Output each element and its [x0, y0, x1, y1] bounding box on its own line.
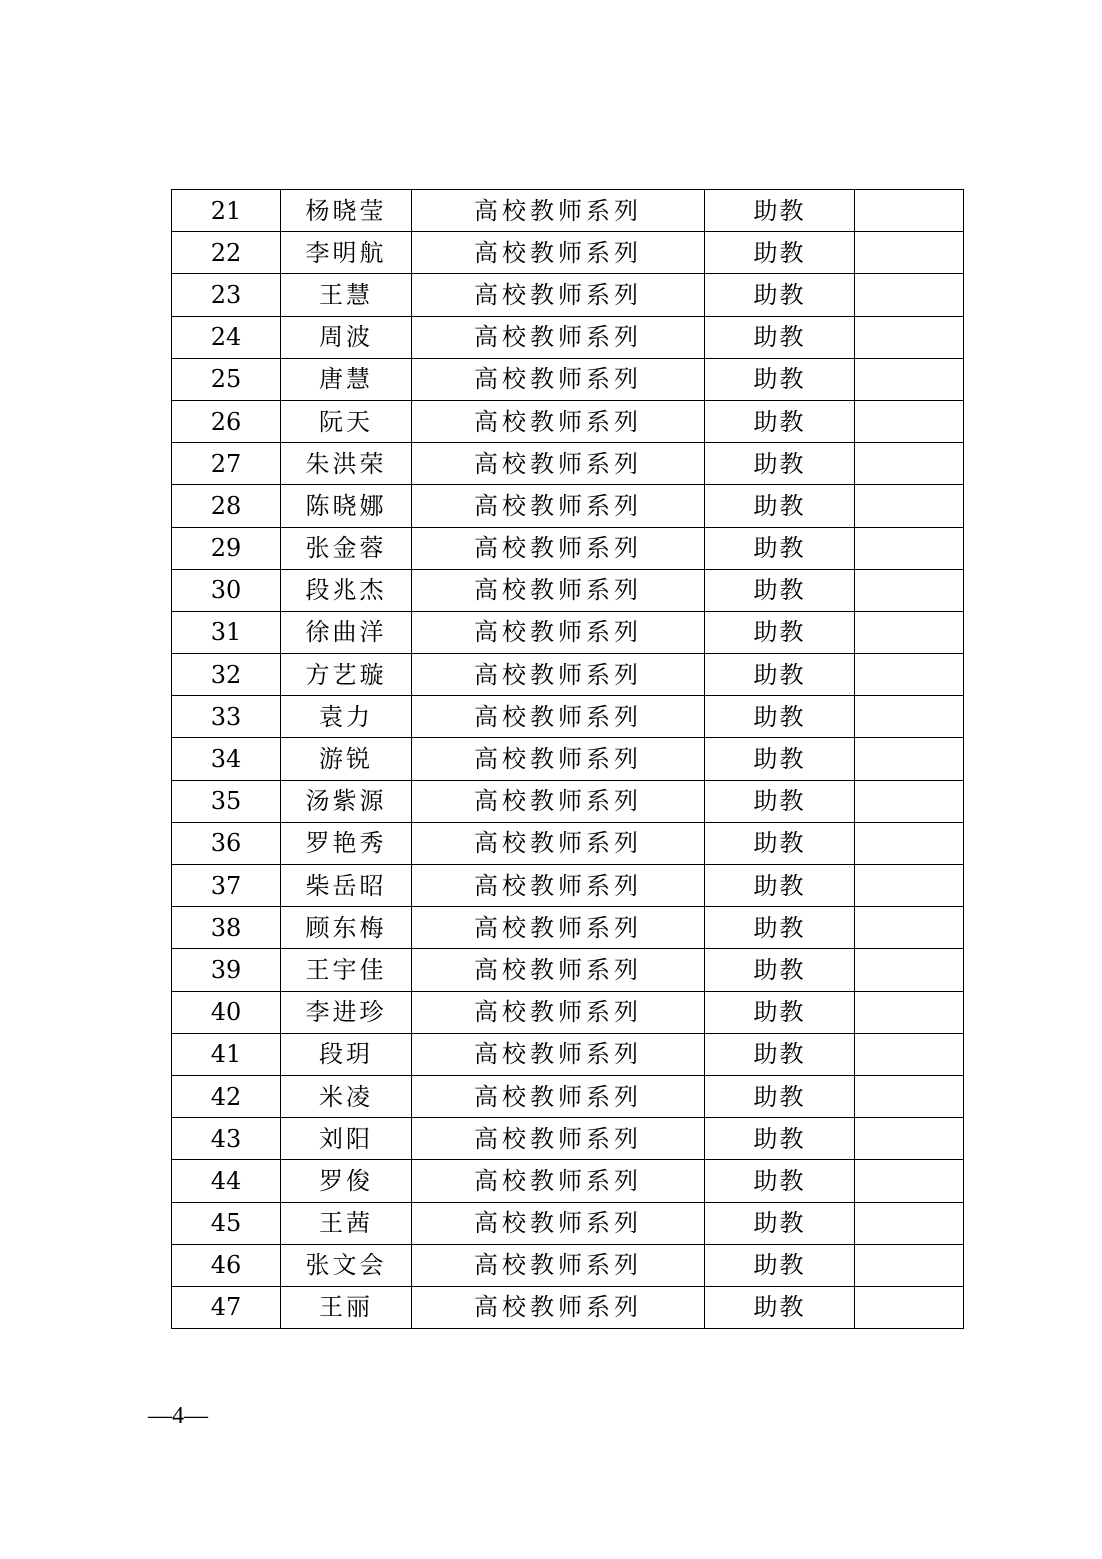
- table-row: [172, 485, 964, 527]
- row-number-cell: 28: [172, 485, 281, 527]
- row-number-cell: 35: [172, 780, 281, 822]
- series-cell: 高校教师系列: [412, 1118, 705, 1160]
- name-cell: 罗艳秀: [281, 822, 412, 864]
- title-cell: 助教: [705, 485, 855, 527]
- note-cell: [855, 1118, 964, 1160]
- note-cell: [855, 949, 964, 991]
- page-number: —4—: [148, 1403, 208, 1429]
- title-cell: 助教: [705, 1286, 855, 1328]
- note-cell: [855, 822, 964, 864]
- series-cell: 高校教师系列: [412, 907, 705, 949]
- row-number-cell: 24: [172, 316, 281, 358]
- table-row: [172, 527, 964, 569]
- table-row: [172, 738, 964, 780]
- note-cell: [855, 1033, 964, 1075]
- note-cell: [855, 1075, 964, 1117]
- name-cell: 段兆杰: [281, 569, 412, 611]
- row-number-cell: 26: [172, 400, 281, 442]
- series-cell: 高校教师系列: [412, 274, 705, 316]
- note-cell: [855, 358, 964, 400]
- note-cell: [855, 654, 964, 696]
- name-cell: 李进珍: [281, 991, 412, 1033]
- series-cell: 高校教师系列: [412, 358, 705, 400]
- row-number-cell: 37: [172, 865, 281, 907]
- row-number-cell: 22: [172, 232, 281, 274]
- title-cell: 助教: [705, 400, 855, 442]
- name-cell: 王宇佳: [281, 949, 412, 991]
- table-row: [172, 1202, 964, 1244]
- row-number-cell: 46: [172, 1244, 281, 1286]
- name-cell: 杨晓莹: [281, 190, 412, 232]
- series-cell: 高校教师系列: [412, 949, 705, 991]
- title-cell: 助教: [705, 1244, 855, 1286]
- table-row: [172, 991, 964, 1033]
- title-cell: 助教: [705, 1033, 855, 1075]
- note-cell: [855, 1202, 964, 1244]
- name-cell: 方艺璇: [281, 654, 412, 696]
- title-cell: 助教: [705, 822, 855, 864]
- row-number-cell: 44: [172, 1160, 281, 1202]
- series-cell: 高校教师系列: [412, 485, 705, 527]
- title-cell: 助教: [705, 696, 855, 738]
- name-cell: 陈晓娜: [281, 485, 412, 527]
- series-cell: 高校教师系列: [412, 316, 705, 358]
- name-cell: 朱洪荣: [281, 443, 412, 485]
- title-cell: 助教: [705, 949, 855, 991]
- name-cell: 汤紫源: [281, 780, 412, 822]
- row-number-cell: 39: [172, 949, 281, 991]
- note-cell: [855, 1286, 964, 1328]
- row-number-cell: 30: [172, 569, 281, 611]
- series-cell: 高校教师系列: [412, 190, 705, 232]
- series-cell: 高校教师系列: [412, 400, 705, 442]
- row-number-cell: 36: [172, 822, 281, 864]
- note-cell: [855, 485, 964, 527]
- table-row: [172, 569, 964, 611]
- title-cell: 助教: [705, 654, 855, 696]
- series-cell: 高校教师系列: [412, 738, 705, 780]
- table-row: [172, 400, 964, 442]
- row-number-cell: 34: [172, 738, 281, 780]
- row-number-cell: 33: [172, 696, 281, 738]
- series-cell: 高校教师系列: [412, 991, 705, 1033]
- title-cell: 助教: [705, 991, 855, 1033]
- table-row: [172, 274, 964, 316]
- row-number-cell: 42: [172, 1075, 281, 1117]
- title-cell: 助教: [705, 907, 855, 949]
- series-cell: 高校教师系列: [412, 443, 705, 485]
- series-cell: 高校教师系列: [412, 780, 705, 822]
- note-cell: [855, 400, 964, 442]
- series-cell: 高校教师系列: [412, 527, 705, 569]
- series-cell: 高校教师系列: [412, 822, 705, 864]
- row-number-cell: 43: [172, 1118, 281, 1160]
- note-cell: [855, 527, 964, 569]
- row-number-cell: 27: [172, 443, 281, 485]
- title-cell: 助教: [705, 569, 855, 611]
- name-cell: 阮天: [281, 400, 412, 442]
- title-cell: 助教: [705, 190, 855, 232]
- table-row: [172, 443, 964, 485]
- note-cell: [855, 232, 964, 274]
- name-cell: 王慧: [281, 274, 412, 316]
- note-cell: [855, 780, 964, 822]
- title-cell: 助教: [705, 1202, 855, 1244]
- title-cell: 助教: [705, 738, 855, 780]
- name-cell: 米凌: [281, 1075, 412, 1117]
- row-number-cell: 47: [172, 1286, 281, 1328]
- table-row: [172, 611, 964, 653]
- roster-table: [171, 189, 964, 1329]
- row-number-cell: 41: [172, 1033, 281, 1075]
- table-row: [172, 907, 964, 949]
- table-row: [172, 865, 964, 907]
- title-cell: 助教: [705, 232, 855, 274]
- name-cell: 徐曲洋: [281, 611, 412, 653]
- note-cell: [855, 1244, 964, 1286]
- name-cell: 张文会: [281, 1244, 412, 1286]
- series-cell: 高校教师系列: [412, 611, 705, 653]
- table-row: [172, 316, 964, 358]
- series-cell: 高校教师系列: [412, 1160, 705, 1202]
- name-cell: 张金蓉: [281, 527, 412, 569]
- name-cell: 唐慧: [281, 358, 412, 400]
- table-row: [172, 654, 964, 696]
- table-row: [172, 1160, 964, 1202]
- name-cell: 柴岳昭: [281, 865, 412, 907]
- title-cell: 助教: [705, 611, 855, 653]
- note-cell: [855, 274, 964, 316]
- series-cell: 高校教师系列: [412, 1244, 705, 1286]
- title-cell: 助教: [705, 1160, 855, 1202]
- name-cell: 王茜: [281, 1202, 412, 1244]
- table-row: [172, 780, 964, 822]
- name-cell: 顾东梅: [281, 907, 412, 949]
- table-row: [172, 1075, 964, 1117]
- roster-table-body: [172, 190, 964, 1329]
- note-cell: [855, 611, 964, 653]
- series-cell: 高校教师系列: [412, 696, 705, 738]
- title-cell: 助教: [705, 865, 855, 907]
- title-cell: 助教: [705, 358, 855, 400]
- name-cell: 刘阳: [281, 1118, 412, 1160]
- name-cell: 李明航: [281, 232, 412, 274]
- note-cell: [855, 1160, 964, 1202]
- row-number-cell: 38: [172, 907, 281, 949]
- note-cell: [855, 569, 964, 611]
- table-row: [172, 358, 964, 400]
- title-cell: 助教: [705, 443, 855, 485]
- note-cell: [855, 190, 964, 232]
- table-row: [172, 1118, 964, 1160]
- series-cell: 高校教师系列: [412, 1286, 705, 1328]
- note-cell: [855, 865, 964, 907]
- title-cell: 助教: [705, 1118, 855, 1160]
- title-cell: 助教: [705, 1075, 855, 1117]
- row-number-cell: 21: [172, 190, 281, 232]
- note-cell: [855, 907, 964, 949]
- note-cell: [855, 316, 964, 358]
- series-cell: 高校教师系列: [412, 865, 705, 907]
- series-cell: 高校教师系列: [412, 654, 705, 696]
- table-row: [172, 822, 964, 864]
- name-cell: 段玥: [281, 1033, 412, 1075]
- name-cell: 游锐: [281, 738, 412, 780]
- note-cell: [855, 991, 964, 1033]
- table-row: [172, 232, 964, 274]
- title-cell: 助教: [705, 780, 855, 822]
- note-cell: [855, 696, 964, 738]
- table-row: [172, 1286, 964, 1328]
- table-row: [172, 190, 964, 232]
- series-cell: 高校教师系列: [412, 569, 705, 611]
- series-cell: 高校教师系列: [412, 1202, 705, 1244]
- name-cell: 周波: [281, 316, 412, 358]
- row-number-cell: 29: [172, 527, 281, 569]
- series-cell: 高校教师系列: [412, 1033, 705, 1075]
- row-number-cell: 40: [172, 991, 281, 1033]
- series-cell: 高校教师系列: [412, 232, 705, 274]
- table-row: [172, 696, 964, 738]
- table-row: [172, 1244, 964, 1286]
- row-number-cell: 31: [172, 611, 281, 653]
- note-cell: [855, 738, 964, 780]
- title-cell: 助教: [705, 527, 855, 569]
- row-number-cell: 45: [172, 1202, 281, 1244]
- row-number-cell: 25: [172, 358, 281, 400]
- note-cell: [855, 443, 964, 485]
- title-cell: 助教: [705, 316, 855, 358]
- title-cell: 助教: [705, 274, 855, 316]
- table-row: [172, 1033, 964, 1075]
- series-cell: 高校教师系列: [412, 1075, 705, 1117]
- name-cell: 袁力: [281, 696, 412, 738]
- table-row: [172, 949, 964, 991]
- name-cell: 罗俊: [281, 1160, 412, 1202]
- row-number-cell: 32: [172, 654, 281, 696]
- name-cell: 王丽: [281, 1286, 412, 1328]
- row-number-cell: 23: [172, 274, 281, 316]
